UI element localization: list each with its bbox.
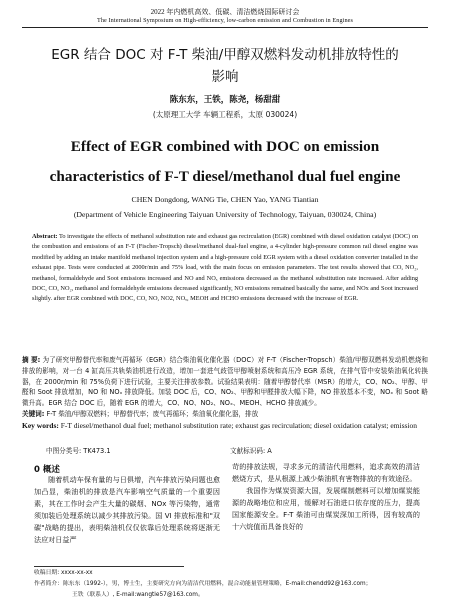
english-abstract <box>32 232 418 305</box>
chinese-title <box>22 44 428 88</box>
body-column-right <box>232 461 420 532</box>
chinese-keywords-label: 关键词: <box>22 410 45 418</box>
corresponding-author: 王铁（联系人）, E-mail:wangtie57@163.com。 <box>72 592 204 598</box>
english-title <box>22 132 428 192</box>
footnote-divider <box>34 566 184 567</box>
english-title-line2: characteristics of F-T diesel/methanol dual fuel engine <box>49 168 401 185</box>
english-authors: CHEN Dongdong, WANG Tie, CHEN Yao, YANG Tiantian <box>131 195 319 204</box>
chinese-keywords-text: F-T 柴油/甲醇双燃料；甲醇替代率；废气再循环；柴油氧化催化器，排放 <box>44 410 259 418</box>
received-date: 收稿日期: xxxx-xx-xx <box>34 570 93 576</box>
classification-number: 中图分类号: TK473.1 <box>46 447 111 455</box>
chinese-authors: 陈东东，王铁，陈尧，杨甜甜 <box>169 95 281 105</box>
english-title-line1: Effect of EGR combined with DOC on emission <box>70 138 380 155</box>
left-column-text: 随着机动车保有量的与日俱增，汽车排放污染问题也愈加凸显，柴油机的排放是汽车影响空气质量的一个重要因素，其在工作时会产生大量的碳烟、NOx 等污染物，通常须加装后处理系统以减少其排放污染。国 VI 排放标准和"双碳"战略的提出，表明柴油机仅仅依靠后处理系统将逐渐无法应对日益严 <box>34 475 220 544</box>
chinese-title-line1: EGR 结合 DOC 对 F-T 柴油/甲醇双燃料发动机排放特性的 <box>51 47 399 63</box>
right-column-paragraph-2-text: 我国作为煤炭资源大国，发展煤制燃料可以增加煤炭能源的战略地位和应用，缓解对石油进口依存度的压力，提高国家能源安全。F-T 柴油可由煤炭深加工所得，因有较高的十六烷值而具备良好的 <box>232 485 420 531</box>
chinese-abstract <box>22 355 428 409</box>
chinese-abstract-text: 为了研究甲醇替代率和废气再循环（EGR）结合柴油氧化催化器（DOC）对 F-T（Fischer-Tropsch）柴油/甲醇双燃料发动机燃烧和排放的影响，对一台 4 缸高压共轨柴油机进行改造，增加一套进气歧管甲醇喷射系统和高压冷 EGR 系统，在排气管中安装柴油氧化转换器，在 2000r/min 和 75%负荷下进行试验，主要关注排放参数。试验结果表明：随着甲醇替代率（MSR）的增大，CO、NO₂、甲醇、甲醛和 Soot 排放增加，NO 和 NOₓ 排放降低。加装 DOC 后，CO、NO₂、甲醇和甲醛排放大幅下降，NO 排放基本不变，NOₓ 和 Soot 略微升高。EGR 结合 DOC 后，随着 EGR 的增大，CO、NO、NO₂、NOₓ、MEOH、HCHO 排放减少。 <box>22 356 429 408</box>
author-info: 作者简介：陈东东（1992-），男，博士生，主要研究方向为清洁代用燃料，混合动能量管理策略，E-mail:chendd92@163.com； <box>34 581 372 587</box>
abstract-label: Abstract: <box>32 233 58 240</box>
document-code: 文献标识码: A <box>230 447 272 455</box>
english-affiliation: (Department of Vehicle Engineering Taiyuan University of Technology, Taiyuan, 030024, China) <box>73 210 377 219</box>
english-keywords-label: Key words: <box>22 421 59 430</box>
abstract-text: To investigate the effects of methanol substitution rate and exhaust gas recirculation (EGR) combined with diesel oxidation catalyst (DOC) on the combustion and emissions of an F-T (Fischer-Tropsch) diesel/methanol dual-fuel engine, a 4-cylinder high-pressure common rail diesel engine was modified by adding an intake manifold methanol injection system and a high-pressure cold EGR system with a diesel oxidation converter installed in the exhaust pipe. Tests were conducted at 2000r/min and 75% load, with the main focus on emission parameters. The test results showed that CO, NO₂, methanol, formaldehyde and Soot emissions increased and NO and NOₓ emissions decreased as the methanol substitution rate increased. After adding DOC, CO, NO₂, methanol and formaldehyde emissions decreased significantly, NO emissions remained basically the same, and NOx and Soot increased slightly. after EGR combined with DOC, CO, NO, NO2, NOₓ, MEOH and HCHO emissions decreased with the increase of EGR. <box>32 233 418 303</box>
chinese-abstract-label: 摘 要: <box>22 356 41 364</box>
section-heading: 0 概述 <box>34 465 60 475</box>
right-column-paragraph-1: 苛的排放法规，寻求多元的清洁代用燃料，追求高效的清洁燃烧方式，是从根源上减少柴油机有害物排放的有效途径。 <box>232 462 420 483</box>
conference-header-en: The International Symposium on High-efficiency, low-carbon emission and Combustion in Engines <box>96 17 354 24</box>
body-column-left <box>34 474 220 545</box>
chinese-keywords <box>22 409 428 419</box>
english-keywords-text: F-T diesel/methanol dual fuel; methanol substitution rate; exhaust gas recirculation; diesel oxidation catalyst; emission <box>58 421 417 430</box>
right-column-paragraph-2 <box>232 485 420 533</box>
chinese-affiliation: (太原理工大学 车辆工程系，太原 030024) <box>152 110 298 119</box>
header-divider <box>22 27 428 28</box>
english-keywords <box>22 421 428 431</box>
chinese-title-line2: 影响 <box>211 69 239 85</box>
conference-header-cn: 2022 年内燃机高效、低碳、清洁燃烧国际研讨会 <box>150 8 300 16</box>
